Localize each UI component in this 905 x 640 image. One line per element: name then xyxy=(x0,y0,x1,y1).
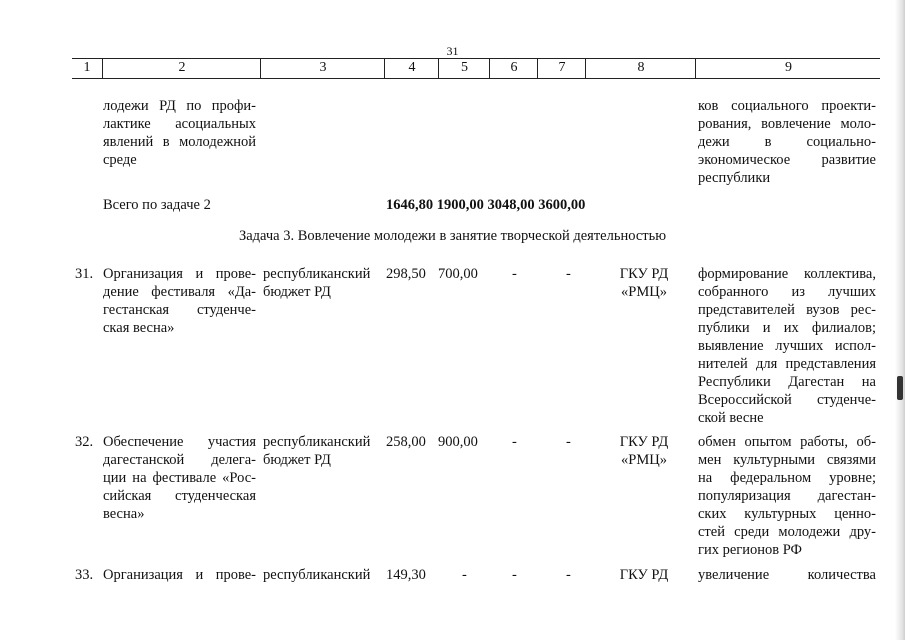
row-31-col5: 700,00 xyxy=(438,266,478,282)
row-32-col6: - xyxy=(512,434,517,450)
header-col-7: 7 xyxy=(537,59,586,78)
row-31-description: Организация и прове- дение фестиваля «Да- гестанская студенче- ская весна» xyxy=(103,266,256,336)
row-32-source: республиканский бюджет РД xyxy=(263,434,371,468)
row-32-result: обмен опытом работы, об- мен культурными связями на федеральном уровне; популяризация дагестан- ских культурных ценно- стей среди молодежи дру- гих регионов РФ xyxy=(698,434,876,558)
header-col-8: 8 xyxy=(585,59,696,78)
row-31-result: формирование коллектива, собранного из лучших представителей вузов рес- публики и их филиалов; выявление лучших испол- нителей для представления Республики Дагестан на Всероссийской студенче- ской весне xyxy=(698,266,876,426)
row-32-executor: ГКУ РД «РМЦ» xyxy=(619,434,669,468)
row-33-source: республиканский xyxy=(263,567,371,583)
header-col-3: 3 xyxy=(260,59,385,78)
row-32-col4: 258,00 xyxy=(386,434,426,450)
row-31-col7: - xyxy=(566,266,571,282)
row-33-description: Организация и прове- xyxy=(103,567,256,583)
header-col-4: 4 xyxy=(384,59,439,78)
row-33-result: увеличение количества xyxy=(698,567,876,583)
header-col-9: 9 xyxy=(695,59,881,78)
page-number: 31 xyxy=(446,44,459,58)
row-33-executor: ГКУ РД xyxy=(619,567,669,583)
continued-result: ков социального проекти- рования, вовлечение моло- дежи в социально- экономическое развитие республики xyxy=(698,98,876,186)
scan-mark xyxy=(897,376,903,400)
continued-description: лодежи РД по профи- лактике асоциальных явлений в молодежной среде xyxy=(103,98,256,168)
row-31-source: республиканский бюджет РД xyxy=(263,266,371,300)
total-values: 1646,80 1900,00 3048,00 3600,00 xyxy=(386,197,586,213)
row-32-number: 32. xyxy=(75,434,94,450)
header-col-6: 6 xyxy=(489,59,538,78)
row-33-col5: - xyxy=(462,567,467,583)
header-col-1: 1 xyxy=(83,60,91,75)
row-31-col4: 298,50 xyxy=(386,266,426,282)
row-32-col5: 900,00 xyxy=(438,434,478,450)
row-31-number: 31. xyxy=(75,266,94,282)
row-32-description: Обеспечение участия дагестанской делега- ции на фестивале «Рос- сийская студенческая весна» xyxy=(103,434,256,522)
row-33-number: 33. xyxy=(75,567,94,583)
header-col-5: 5 xyxy=(438,59,490,78)
task-3-title: Задача 3. Вовлечение молодежи в занятие творческой деятельностью xyxy=(238,228,667,244)
column-number-header xyxy=(72,58,880,79)
row-31-col6: - xyxy=(512,266,517,282)
total-label: Всего по задаче 2 xyxy=(103,197,211,213)
row-33-col4: 149,30 xyxy=(386,567,426,583)
row-33-col7: - xyxy=(566,567,571,583)
scan-page-edge xyxy=(895,0,905,640)
row-31-executor: ГКУ РД «РМЦ» xyxy=(619,266,669,300)
row-33-col6: - xyxy=(512,567,517,583)
header-col-2: 2 xyxy=(102,59,261,78)
row-32-col7: - xyxy=(566,434,571,450)
